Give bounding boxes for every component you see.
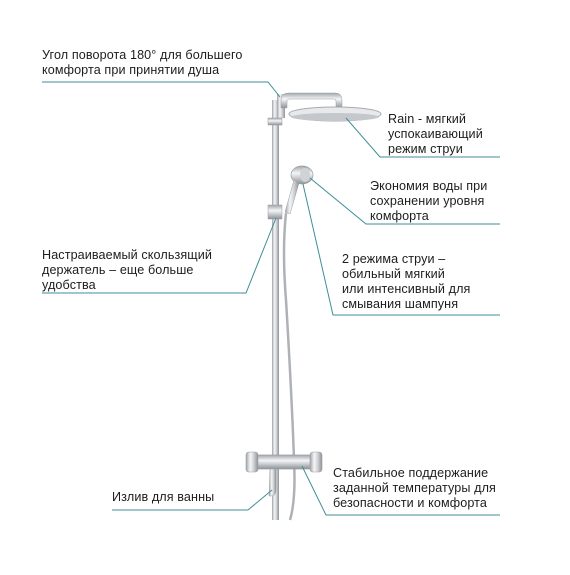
- annotation-rotation: Угол поворота 180° для большего комфорта при принятии душа: [42, 48, 243, 77]
- thermostat-body: [250, 455, 320, 469]
- head-shower-face: [291, 113, 379, 121]
- annotation-two-modes: 2 режима струи – обильный мягкий или интенсивный для смывания шампуня: [342, 252, 471, 311]
- slider-holder: [268, 205, 282, 219]
- shower-arm: [281, 93, 342, 108]
- leader-rotation: [42, 82, 280, 97]
- hand-shower-face: [300, 168, 310, 182]
- annotation-holder: Настраиваемый скользящий держатель – еще больше удобства: [42, 248, 213, 292]
- wall-bracket-top: [268, 118, 282, 125]
- annotation-rain: Rain - мягкий успокаивающий режим струи: [388, 112, 483, 156]
- annotation-water-saving: Экономия воды при сохранении уровня комфорта: [370, 179, 488, 223]
- thermostat-handle-right: [310, 452, 322, 472]
- annotation-thermostat: Стабильное поддержание заданной температуры для безопасности и комфорта: [333, 466, 496, 510]
- annotation-spout: Излив для ванны: [112, 490, 215, 504]
- shower-hose: [284, 213, 295, 520]
- hand-shower-handle: [285, 180, 299, 214]
- thermostat-handle-left: [246, 452, 258, 472]
